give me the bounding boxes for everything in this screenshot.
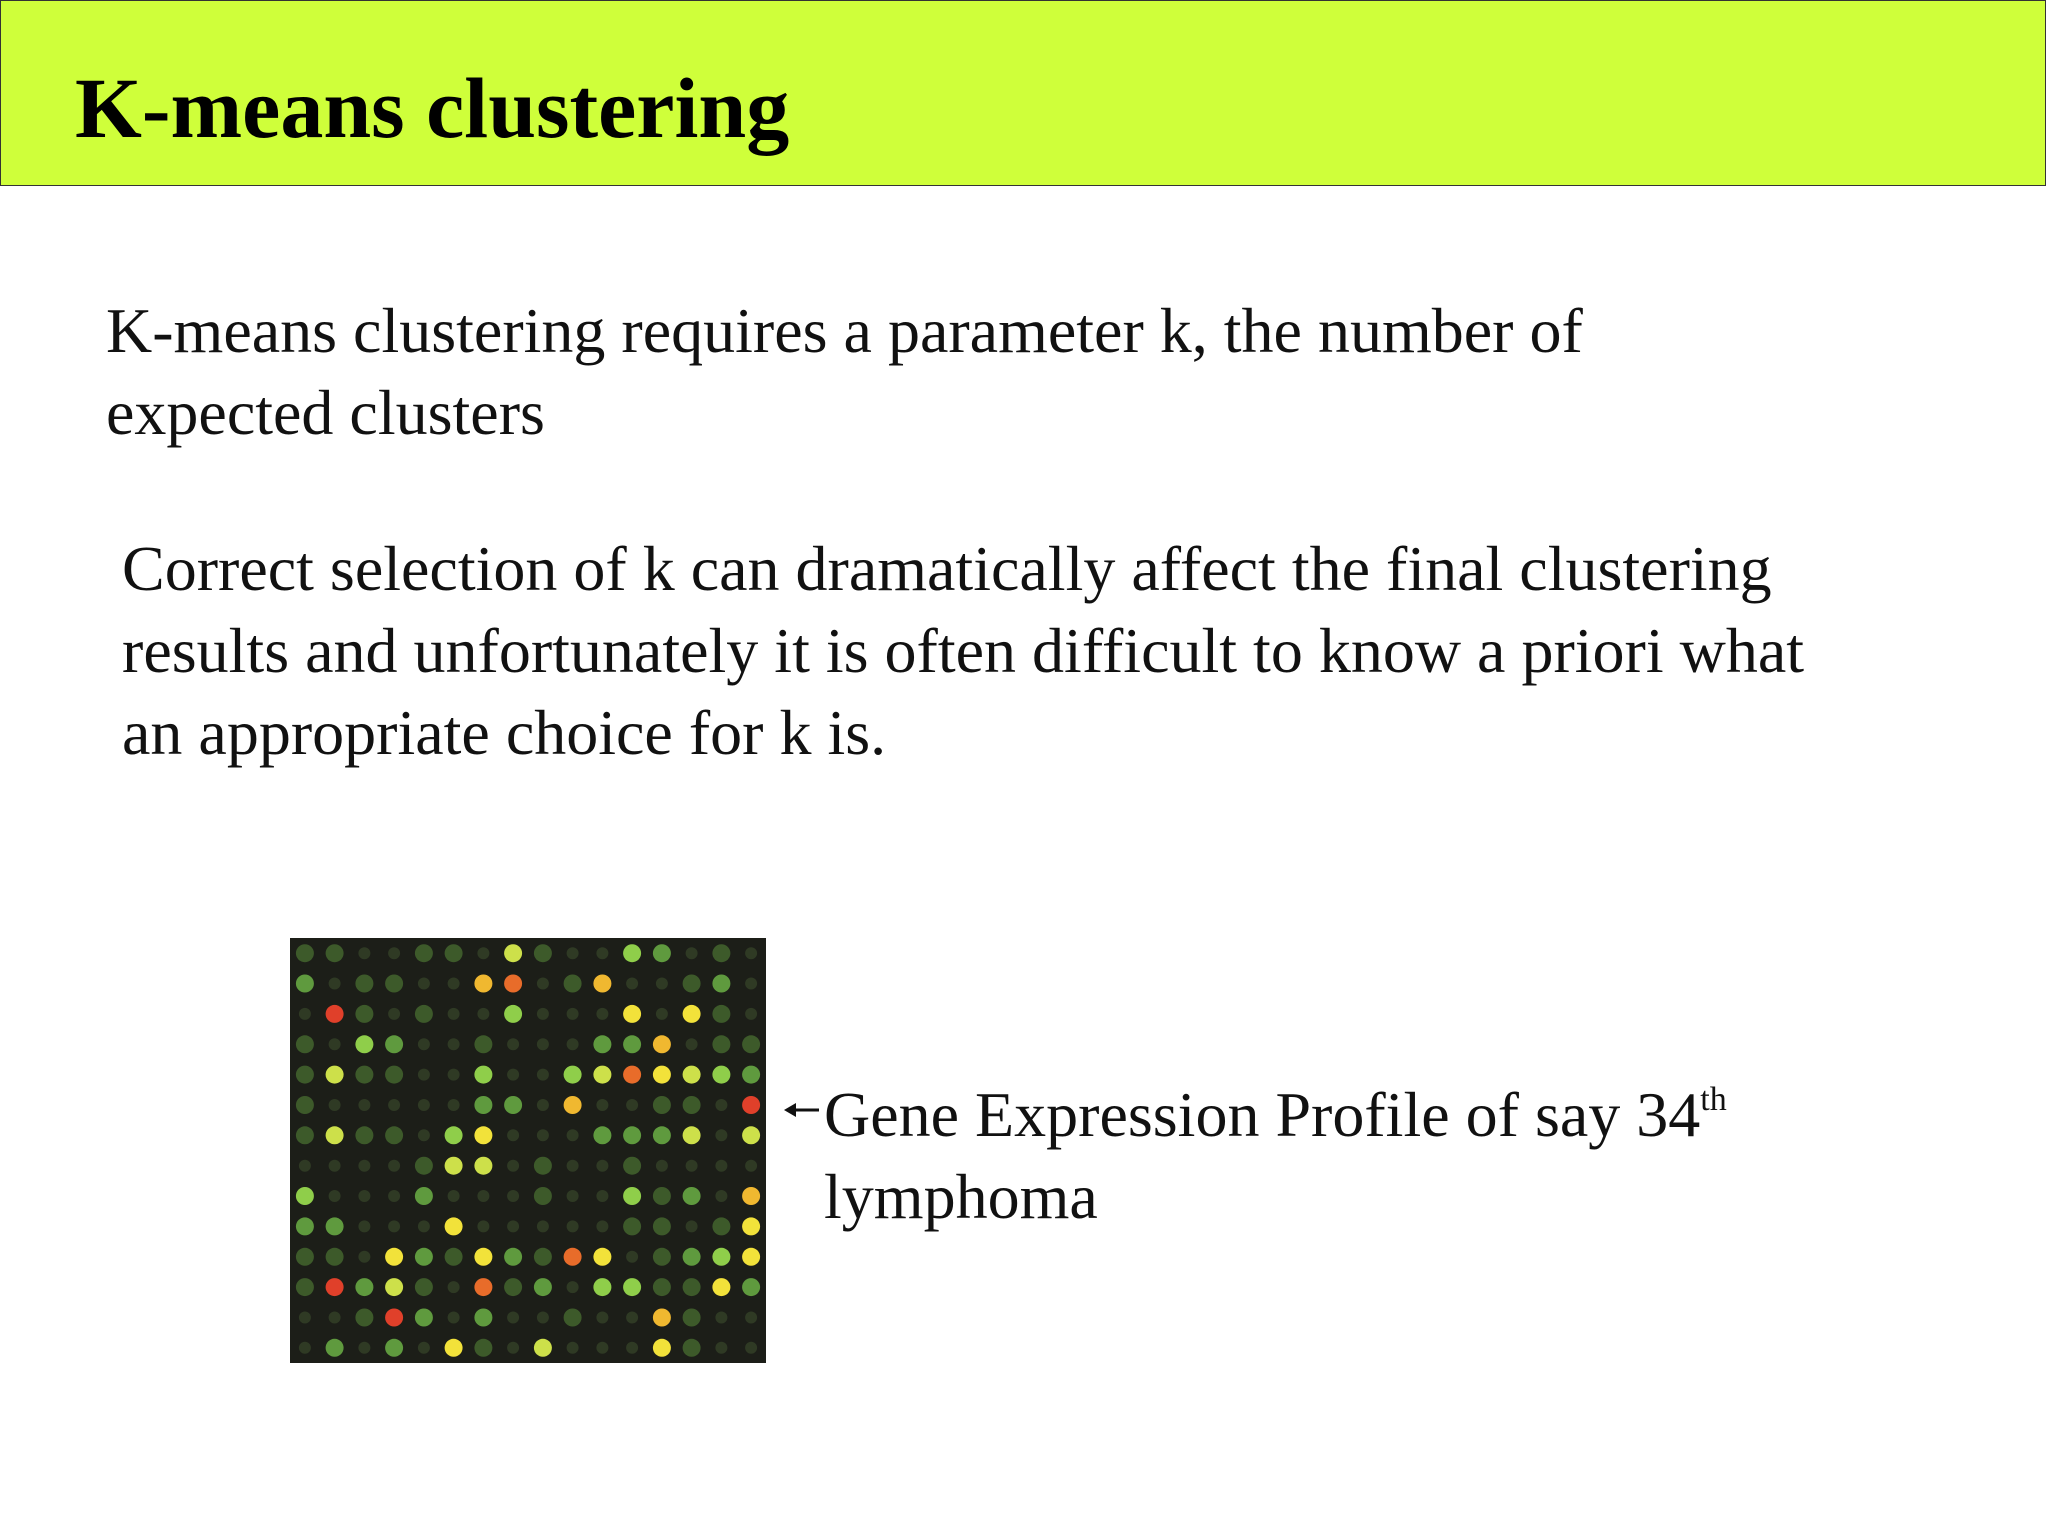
microarray-spot [507, 1129, 519, 1141]
caption-text: Gene Expression Profile of say 34 [824, 1079, 1701, 1150]
microarray-spot [567, 1160, 579, 1172]
microarray-spot [653, 1096, 671, 1114]
microarray-spot [715, 1099, 727, 1111]
microarray-spot [504, 1096, 522, 1114]
microarray-spot [299, 1008, 311, 1020]
microarray-spot [537, 1129, 549, 1141]
microarray-spot [534, 944, 552, 962]
microarray-spot [448, 1099, 460, 1111]
microarray-spot [358, 1160, 370, 1172]
microarray-spot [653, 1035, 671, 1053]
microarray-spot [415, 1309, 433, 1327]
microarray-spot [504, 1248, 522, 1266]
microarray-spot [326, 1278, 344, 1296]
microarray-spot [537, 1312, 549, 1324]
microarray-spot [593, 1035, 611, 1053]
microarray-spot [745, 1008, 757, 1020]
microarray-spot [326, 1126, 344, 1144]
microarray-spot [742, 1248, 760, 1266]
microarray-spot [683, 1066, 701, 1084]
microarray-spot [623, 1035, 641, 1053]
microarray-spot [537, 1008, 549, 1020]
microarray-spot [299, 1342, 311, 1354]
microarray-spot [596, 947, 608, 959]
microarray-spot [329, 1038, 341, 1050]
microarray-spot [418, 1220, 430, 1232]
microarray-spot [712, 1035, 730, 1053]
microarray-spot [445, 1339, 463, 1357]
microarray-spot [474, 1157, 492, 1175]
microarray-spot [326, 1217, 344, 1235]
slide-title: K-means clustering [75, 60, 790, 156]
microarray-spot [593, 1126, 611, 1144]
microarray-spot [564, 1096, 582, 1114]
microarray-spot [418, 1342, 430, 1354]
microarray-spot [504, 975, 522, 993]
microarray-spot [656, 1160, 668, 1172]
microarray-spot [712, 1248, 730, 1266]
caption-line1 [824, 1074, 1727, 1156]
microarray-spot [299, 1160, 311, 1172]
microarray-spot [534, 1278, 552, 1296]
microarray-spot [596, 1160, 608, 1172]
caption-superscript: th [1700, 1081, 1727, 1118]
microarray-spot [715, 1160, 727, 1172]
microarray-spot [477, 1220, 489, 1232]
microarray-spot [507, 1190, 519, 1202]
microarray-spot [385, 1126, 403, 1144]
microarray-spot [653, 944, 671, 962]
microarray-spot [477, 947, 489, 959]
microarray-spot [504, 1005, 522, 1023]
microarray-spot [418, 1099, 430, 1111]
microarray-spot [623, 1066, 641, 1084]
microarray-spot [296, 1066, 314, 1084]
microarray-spot [626, 1312, 638, 1324]
microarray-spot [626, 1251, 638, 1263]
microarray-spot [296, 1096, 314, 1114]
microarray-spot [626, 1099, 638, 1111]
microarray-spot [653, 1066, 671, 1084]
microarray-spot [474, 1309, 492, 1327]
microarray-spot [445, 944, 463, 962]
microarray-spot [537, 1099, 549, 1111]
microarray-spot [653, 1217, 671, 1235]
microarray-spot [474, 1126, 492, 1144]
microarray-spot [385, 1278, 403, 1296]
microarray-spot [474, 1339, 492, 1357]
microarray-spot [388, 1190, 400, 1202]
microarray-spot [653, 1126, 671, 1144]
microarray-spot [448, 1069, 460, 1081]
microarray-spot [683, 1248, 701, 1266]
microarray-spot [537, 1220, 549, 1232]
microarray-spot [742, 1278, 760, 1296]
microarray-spot [656, 1008, 668, 1020]
microarray-spot [418, 1038, 430, 1050]
microarray-spot [388, 1099, 400, 1111]
microarray-spot [358, 947, 370, 959]
microarray-spot [385, 1339, 403, 1357]
microarray-spot [445, 1157, 463, 1175]
microarray-spot [537, 978, 549, 990]
microarray-spot [296, 1248, 314, 1266]
microarray-spot [683, 1096, 701, 1114]
microarray-spot [742, 1187, 760, 1205]
microarray-spot [415, 944, 433, 962]
microarray-spot [623, 1157, 641, 1175]
microarray-spot [477, 1008, 489, 1020]
microarray-spot [507, 1069, 519, 1081]
microarray-spot [355, 975, 373, 993]
paragraph-k-selection [122, 528, 1804, 774]
microarray-spot [537, 1069, 549, 1081]
microarray-spot [715, 1190, 727, 1202]
microarray-spot [686, 1220, 698, 1232]
microarray-spot [683, 1187, 701, 1205]
arrow-left-icon [784, 1100, 820, 1120]
microarray-spot [686, 1160, 698, 1172]
microarray-spot [296, 944, 314, 962]
microarray-spot [653, 1278, 671, 1296]
microarray-spot [385, 1066, 403, 1084]
microarray-spot [567, 1129, 579, 1141]
microarray-spot [329, 978, 341, 990]
microarray-spot [418, 1069, 430, 1081]
microarray-spot [564, 1309, 582, 1327]
image-caption [824, 1074, 1727, 1238]
microarray-spot [445, 1217, 463, 1235]
microarray-spot [448, 1312, 460, 1324]
microarray-spot [418, 978, 430, 990]
microarray-spot [686, 947, 698, 959]
microarray-spot [596, 1190, 608, 1202]
microarray-spot [745, 1342, 757, 1354]
microarray-spot [712, 1278, 730, 1296]
microarray-spot [358, 1190, 370, 1202]
microarray-spot [385, 1309, 403, 1327]
microarray-spot [567, 1342, 579, 1354]
microarray-spot [686, 1038, 698, 1050]
microarray-spot [567, 947, 579, 959]
microarray-spot [326, 1005, 344, 1023]
microarray-spot [534, 1187, 552, 1205]
microarray-spot [388, 1220, 400, 1232]
microarray-spot [445, 1248, 463, 1266]
microarray-spot [507, 1220, 519, 1232]
paragraph-k-parameter [106, 290, 1583, 454]
microarray-spot [296, 1035, 314, 1053]
microarray-image [290, 938, 766, 1363]
microarray-spot [742, 1066, 760, 1084]
microarray-spot [534, 1157, 552, 1175]
microarray-spot [355, 1005, 373, 1023]
microarray-spot [504, 944, 522, 962]
microarray-spot [712, 944, 730, 962]
microarray-spot [355, 1126, 373, 1144]
microarray-spot [329, 1190, 341, 1202]
microarray-spot [712, 975, 730, 993]
microarray-spot [653, 1248, 671, 1266]
microarray-spot [626, 1342, 638, 1354]
microarray-spot [712, 1217, 730, 1235]
microarray-spot [358, 1342, 370, 1354]
microarray-spot [564, 975, 582, 993]
microarray-spot [745, 1312, 757, 1324]
microarray-spot [296, 1217, 314, 1235]
paragraph2-line3: an appropriate choice for k is. [122, 697, 887, 768]
microarray-spot [567, 1190, 579, 1202]
microarray-spot [415, 1005, 433, 1023]
microarray-spot [715, 1312, 727, 1324]
microarray-spot [296, 1126, 314, 1144]
microarray-spot [507, 1312, 519, 1324]
microarray-spot [745, 978, 757, 990]
microarray-spot [418, 1129, 430, 1141]
microarray-spot [745, 947, 757, 959]
microarray-spot [653, 1309, 671, 1327]
microarray-spot [415, 1278, 433, 1296]
microarray-spot [474, 975, 492, 993]
microarray-spot [296, 1278, 314, 1296]
microarray-spot [593, 975, 611, 993]
microarray-spot [567, 1220, 579, 1232]
microarray-spot [683, 975, 701, 993]
microarray-spot [326, 1066, 344, 1084]
microarray-spot [623, 1005, 641, 1023]
microarray-spot [507, 1038, 519, 1050]
microarray-spot [507, 1342, 519, 1354]
microarray-spot [385, 1035, 403, 1053]
microarray-spot [358, 1099, 370, 1111]
microarray-spot [534, 1339, 552, 1357]
microarray-spot [474, 1278, 492, 1296]
microarray-spot [653, 1339, 671, 1357]
microarray-spot [596, 1099, 608, 1111]
microarray-spot [623, 1187, 641, 1205]
microarray-spot [683, 1278, 701, 1296]
paragraph2-line1: Correct selection of k can dramatically affect the final clustering [122, 533, 1772, 604]
microarray-spot [326, 1248, 344, 1266]
microarray-spot [745, 1160, 757, 1172]
microarray-spot [474, 1066, 492, 1084]
microarray-spot [448, 1281, 460, 1293]
paragraph1-line1: K-means clustering requires a parameter k, the number of [106, 295, 1583, 366]
microarray-spot [329, 1312, 341, 1324]
microarray-spot [388, 947, 400, 959]
microarray-spot [683, 1339, 701, 1357]
microarray-spot [329, 1099, 341, 1111]
microarray-spot [388, 1160, 400, 1172]
microarray-spot [567, 1038, 579, 1050]
microarray-spot [742, 1217, 760, 1235]
microarray-spot [358, 1251, 370, 1263]
microarray-spot [683, 1309, 701, 1327]
microarray-spot [415, 1187, 433, 1205]
microarray-spot [326, 1339, 344, 1357]
microarray-spot [653, 1187, 671, 1205]
microarray-spot [448, 1038, 460, 1050]
microarray-spot [474, 1096, 492, 1114]
microarray-spot [385, 975, 403, 993]
microarray-spot [623, 1278, 641, 1296]
microarray-spot [507, 1160, 519, 1172]
microarray-spot [623, 944, 641, 962]
microarray-spot [329, 1160, 341, 1172]
microarray-spot [623, 1126, 641, 1144]
microarray-spot [596, 1342, 608, 1354]
microarray-spot [355, 1066, 373, 1084]
microarray-spot [593, 1278, 611, 1296]
microarray-spot [564, 1066, 582, 1084]
microarray-spot [683, 1126, 701, 1144]
microarray-spot [355, 1035, 373, 1053]
microarray-spot [388, 1008, 400, 1020]
microarray-spot [358, 1220, 370, 1232]
microarray-spot [567, 1281, 579, 1293]
microarray-spot [415, 1248, 433, 1266]
microarray-spot [385, 1248, 403, 1266]
microarray-spot [537, 1038, 549, 1050]
microarray-spot [742, 1096, 760, 1114]
microarray-spot [626, 978, 638, 990]
microarray-spot [474, 1248, 492, 1266]
microarray-spot [656, 978, 668, 990]
microarray-spot [448, 1190, 460, 1202]
microarray-spot [534, 1248, 552, 1266]
microarray-spot [596, 1008, 608, 1020]
microarray-spot [715, 1129, 727, 1141]
microarray-spot [448, 1008, 460, 1020]
microarray-spot [683, 1005, 701, 1023]
microarray-spot [567, 1008, 579, 1020]
microarray-spots [290, 938, 766, 1363]
paragraph2-line2: results and unfortunately it is often difficult to know a priori what [122, 615, 1805, 686]
microarray-spot [299, 1312, 311, 1324]
microarray-spot [355, 1309, 373, 1327]
microarray-spot [355, 1278, 373, 1296]
microarray-spot [596, 1220, 608, 1232]
microarray-spot [742, 1126, 760, 1144]
microarray-spot [712, 1005, 730, 1023]
title-bar [0, 0, 2046, 186]
microarray-spot [477, 1190, 489, 1202]
microarray-spot [715, 1342, 727, 1354]
microarray-spot [593, 1248, 611, 1266]
microarray-spot [596, 1312, 608, 1324]
microarray-spot [593, 1066, 611, 1084]
microarray-spot [504, 1278, 522, 1296]
microarray-spot [474, 1035, 492, 1053]
microarray-spot [296, 975, 314, 993]
microarray-spot [415, 1157, 433, 1175]
microarray-spot [564, 1248, 582, 1266]
microarray-spot [623, 1217, 641, 1235]
paragraph1-line2: expected clusters [106, 377, 545, 448]
microarray-spot [326, 944, 344, 962]
microarray-spot [296, 1187, 314, 1205]
microarray-spot [712, 1066, 730, 1084]
microarray-spot [448, 978, 460, 990]
microarray-spot [445, 1126, 463, 1144]
caption-line2: lymphoma [824, 1161, 1098, 1232]
microarray-spot [742, 1035, 760, 1053]
